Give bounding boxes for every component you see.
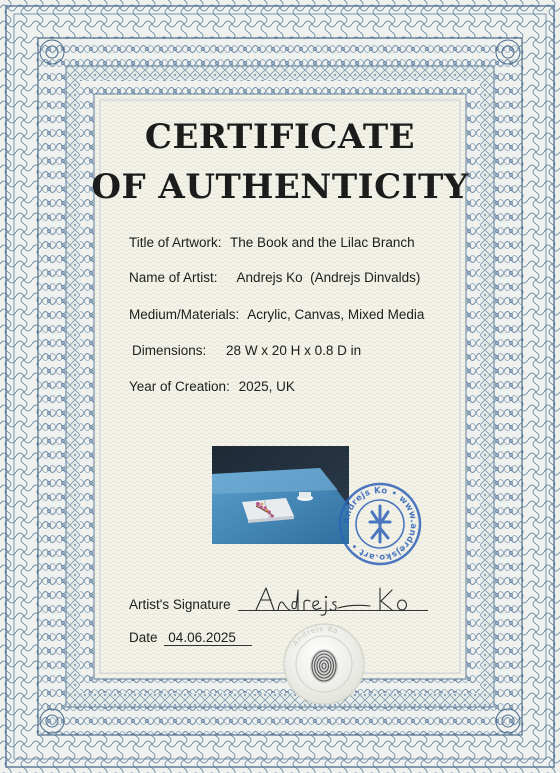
field-label: Medium/Materials: (129, 307, 240, 322)
field-value: 2025, UK (238, 379, 295, 394)
certificate-title-line1: CERTIFICATE (144, 117, 416, 157)
field-value: The Book and the Lilac Branch (230, 235, 415, 250)
date-label: Date (129, 630, 158, 645)
field-year-of-creation (129, 379, 295, 394)
field-value: 28 W x 20 H x 0.8 D in (226, 343, 362, 358)
field-title-of-artwork (129, 235, 415, 250)
field-dimensions (132, 343, 361, 358)
date-row (129, 630, 252, 646)
field-label: Year of Creation: (129, 379, 230, 394)
field-label: Dimensions: (132, 343, 207, 358)
artist-stamp (338, 482, 422, 566)
field-label: Title of Artwork: (129, 235, 222, 250)
field-medium-materials (129, 307, 424, 322)
field-value: Acrylic, Canvas, Mixed Media (247, 307, 425, 322)
fingerprint-icon (310, 649, 338, 683)
handwritten-signature (252, 582, 422, 616)
certificate-title-line2: OF AUTHENTICITY (91, 167, 469, 207)
date-value: 04.06.2025 (164, 630, 252, 646)
field-label: Name of Artist: (129, 270, 218, 285)
stamp-ring-text: Andrejs Ko • www.andrejsko.art • (341, 485, 419, 563)
field-value: Andrejs Ko (Andrejs Dinvalds) (236, 270, 421, 285)
embossed-seal (280, 620, 368, 708)
field-name-of-artist (129, 270, 420, 285)
seal-ring-text: Andrejs Ko (291, 624, 340, 648)
artwork-photo (212, 446, 349, 544)
signature-label: Artist's Signature (129, 597, 231, 612)
